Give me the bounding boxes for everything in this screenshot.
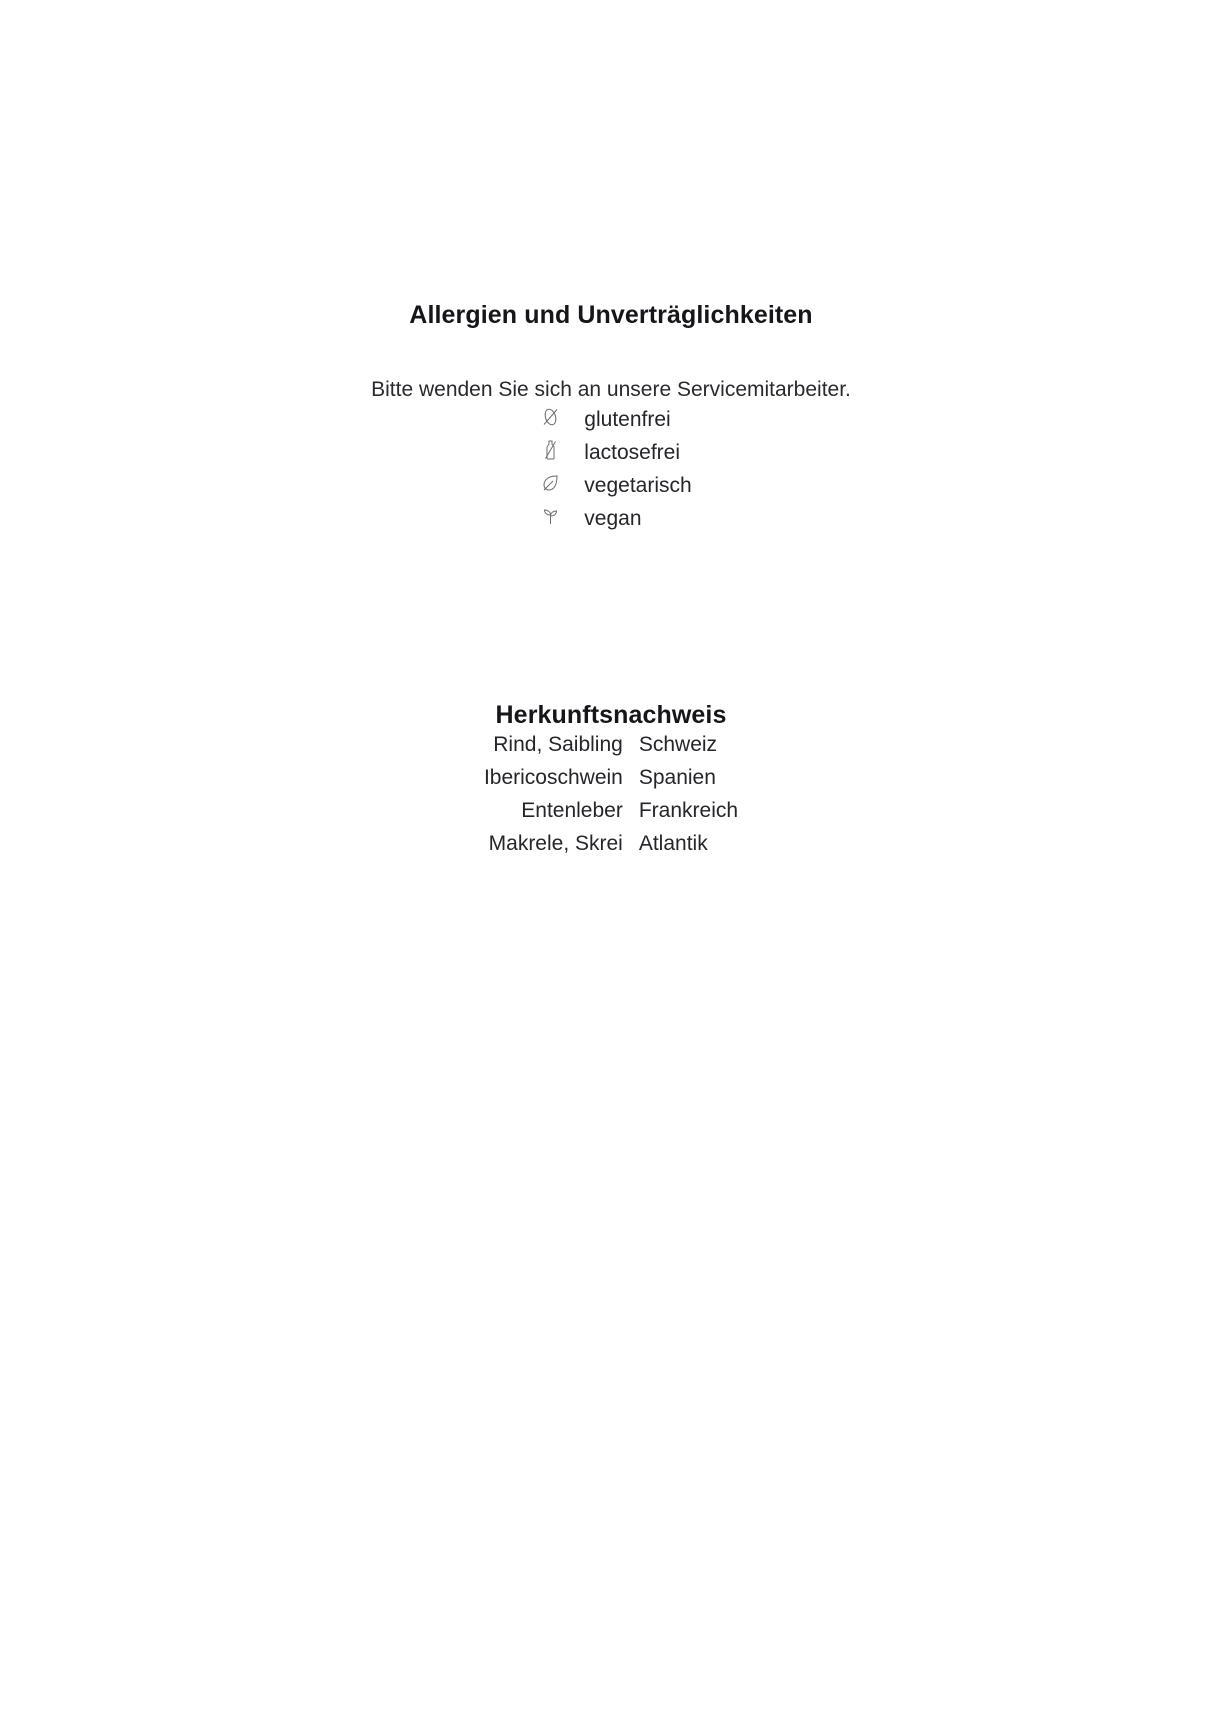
milk-bottle-crossed-icon <box>530 436 584 469</box>
legend-item <box>530 436 691 469</box>
leaf-icon <box>530 469 584 502</box>
origin-item-name: Ibericoschwein <box>483 766 623 789</box>
allergy-note: Bitte wenden Sie sich an unsere Servicemitarbeiter. <box>371 378 851 401</box>
origin-item-name: Rind, Saibling <box>493 733 623 756</box>
legend-item <box>530 469 691 502</box>
wheat-crossed-icon <box>530 403 584 436</box>
table-row <box>484 829 738 862</box>
legend-item <box>530 502 691 535</box>
origin-item-name: Makrele, Skrei <box>488 832 623 855</box>
origin-item-place: Frankreich <box>638 799 739 822</box>
allergy-legend <box>530 403 691 535</box>
table-row <box>484 796 738 829</box>
legend-item-label: glutenfrei <box>584 407 671 431</box>
legend-item-label: lactosefrei <box>584 440 681 464</box>
legend-item-label: vegan <box>584 506 642 530</box>
origin-item-name: Entenleber <box>521 799 623 822</box>
origin-item-place: Atlantik <box>638 832 708 855</box>
legend-item <box>530 403 691 436</box>
origin-table <box>484 730 738 862</box>
origin-section <box>0 700 1222 862</box>
origin-item-place: Schweiz <box>638 733 718 756</box>
allergy-section <box>0 300 1222 535</box>
allergy-section-title: Allergien und Unverträglichkeiten <box>409 301 813 329</box>
table-row <box>484 763 738 796</box>
origin-item-place: Spanien <box>638 766 716 789</box>
table-row <box>484 730 738 763</box>
sprout-icon <box>530 502 584 535</box>
origin-section-title: Herkunftsnachweis <box>495 701 727 729</box>
legend-item-label: vegetarisch <box>584 473 692 497</box>
